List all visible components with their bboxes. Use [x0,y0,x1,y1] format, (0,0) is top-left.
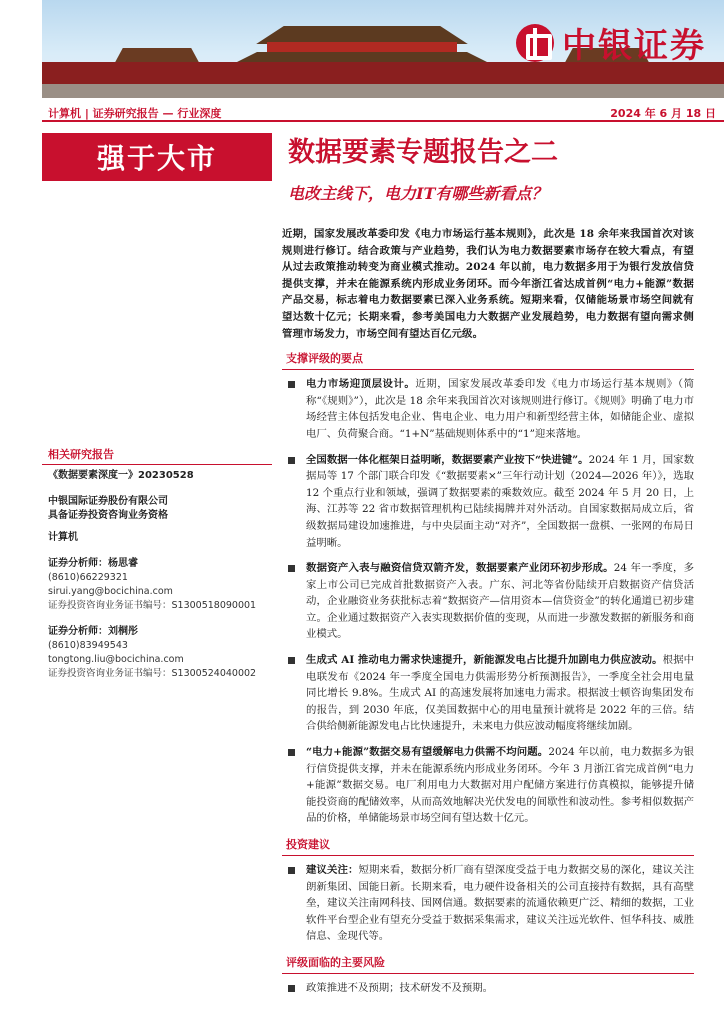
report-abstract: 近期，国家发展改革委印发《电力市场运行基本规则》，此次是 18 余年来我国首次对该规则进行修订。结合政策与产业趋势，我们认为电力数据要素市场存在较大看点，有望从过去政策推动转变为商业模式推动。2024 年以前，电力数据多用于为银行发放信贷提供支撑，并未在能源系统内形成业务闭环。而今年浙江省达成首例“电力+能源”数据产品交易，标志着电力数据要素已深入业务系统。短期来看，仅储能场景市场空间就有望达数十亿元；长期来看，参考美国电力大数据产业发展趋势，电力数据有望向需求侧管理市场发力，市场空间有望达百亿元级。 [282,228,694,340]
divider [282,855,694,856]
report-category: 计算机 | 证券研究报告 — 行业深度 [48,107,222,120]
rating-badge: 强于大市 [42,133,272,181]
industry-label: 计算机 [48,532,78,543]
support-points-list [282,376,694,827]
investment-point-text: 短期来看，数据分析厂商有望深度受益于电力数据交易的深化，建议关注朗新集团、国能日新。长期来看，电力硬件设备相关的公司直接持有数据，具有高壁垒，建议关注南网科技、国网信通。数据要素的流通依赖更广泛、精细的数据，工业软件平台型企业有望充分受益于数据采集需求，建议关注远光软件、恒华科技、威胜信息、金现代等。 [306,864,695,943]
support-points-heading: 支撑评级的要点 [286,352,363,366]
analyst-1-name: 证券分析师：杨思睿 [48,558,138,569]
main-content [282,133,694,997]
investment-point [282,862,694,945]
risk-list [282,980,694,997]
support-point-text: 24 年一季度，多家上市公司已完成首批数据资产入表。广东、河北等省份陆续开启数据资产信贷活动，企业融资业务获批标志着“数据资产—信用资本—信贷资金”的转化通道已初步建立。企业通过数据资产入表实现数据价值的变现，从而进一步激发数据的新服务和商业模式。 [306,562,695,641]
divider [282,973,694,974]
analyst-2-cert: 证券投资咨询业务证书编号：S1300524040002 [48,668,257,679]
header-banner [42,0,724,98]
support-point [282,560,694,643]
sidebar [42,446,272,681]
support-point [282,452,694,552]
risk-point [282,980,694,997]
investment-advice-list [282,862,694,945]
support-point-text: 近期，国家发展改革委印发《电力市场运行基本规则》（简称“《规则》”），此次是 18 余年来我国首次对该规则进行修订。《规则》明确了电力市场经营主体包括发电企业、售电企业、电力用户和新型经营主体，如储能企业、虚拟电厂、负荷聚合商。“1+N”基础规则体系中的“1”迎来落地。 [306,378,694,440]
support-point [282,744,694,827]
support-point-lead: 电力市场迎顶层设计。 [306,378,416,391]
brand-logo [516,18,706,67]
support-point-lead: 全国数据一体化框架日益明晰，数据要素产业按下“快进键”。 [306,453,589,466]
institution-qualification: 具备证券投资咨询业务资格 [48,510,168,521]
brand-name: 中银证券 [562,26,706,66]
analyst-1-email[interactable]: sirui.yang@bocichina.com [48,586,173,597]
related-reports-heading: 相关研究报告 [48,448,114,461]
divider [282,369,694,370]
report-subtitle: 电改主线下，电力IT有哪些新看点？ [288,184,548,203]
institution-name: 中银国际证券股份有限公司 [48,496,168,507]
analyst-1-phone: (8610)66229321 [48,572,128,583]
support-point-lead: “电力+能源”数据交易有望缓解电力供需不均问题。 [306,746,549,759]
boc-logo-icon [516,24,554,62]
support-point-lead: 数据资产入表与融资信贷双箭齐发，数据要素产业闭环初步形成。 [306,562,614,575]
support-point-text: 根据中电联发布《2024 年一季度全国电力供需形势分析预测报告》，一季度全社会用电量同比增长 9.8%。生成式 AI 的高速发展将加速电力需求。根据波士顿咨询集团发布的报告，到 2030 年底，仅美国数据中心的用电量预计就将是 2022 年的三倍。结合供给侧新能源发电占比快速提升，未来电力供应波动幅度将继续加剧。 [306,654,694,733]
report-date: 2024 年 6 月 18 日 [610,107,716,120]
risk-heading: 评级面临的主要风险 [286,955,385,969]
analyst-2-phone: (8610)83949543 [48,640,128,651]
support-point-text: 2024 年 1 月，国家数据局等 17 个部门联合印发《“数据要素×”三年行动计划（2024—2026 年）》，选取 12 个重点行业和领域，强调了数据要素的乘数效应。截至 2024 年 5 月 20 日，上海、江苏等 22 省市数据管理机构已陆续揭牌并对外活动。自国家数据局成立后，省级数据局建设加速推进，与中央层面主动“对齐”，全国数据一盘棋、一张网的布局日益明晰。 [306,453,694,549]
support-point [282,376,694,442]
support-point-text: 2024 年以前，电力数据多为银行信贷提供支撑，并未在能源系统内形成业务闭环。今年 3 月浙江省完成首例“电力+能源”数据交易。电厂利用电力大数据对用户配储方案进行仿真模拟，能够提升储能投资商的配储效率，从而高效地解决光伏发电的间歇性和波动性。参考相似数据产品的价格，单储能场景市场空间有望达数十亿元。 [306,746,694,825]
investment-advice-heading: 投资建议 [286,838,330,851]
support-point [282,652,694,735]
report-meta-bar [42,102,724,122]
banner-ground [42,84,724,98]
report-title: 数据要素专题报告之二 [288,137,558,168]
related-report-item[interactable]: 《数据要素深度一》20230528 [48,470,194,481]
divider [42,464,272,465]
risk-point-text: 政策推进不及预期；技术研发不及预期。 [306,981,494,994]
investment-point-lead: 建议关注： [306,864,359,876]
support-point-lead: 生成式 AI 推动电力需求快速提升，新能源发电占比提升加剧电力供应波动。 [306,654,663,667]
analyst-1-cert: 证券投资咨询业务证书编号：S1300518090001 [48,600,257,611]
analyst-2-email[interactable]: tongtong.liu@bocichina.com [48,654,184,665]
analyst-2-name: 证券分析师：刘桐彤 [48,626,138,637]
